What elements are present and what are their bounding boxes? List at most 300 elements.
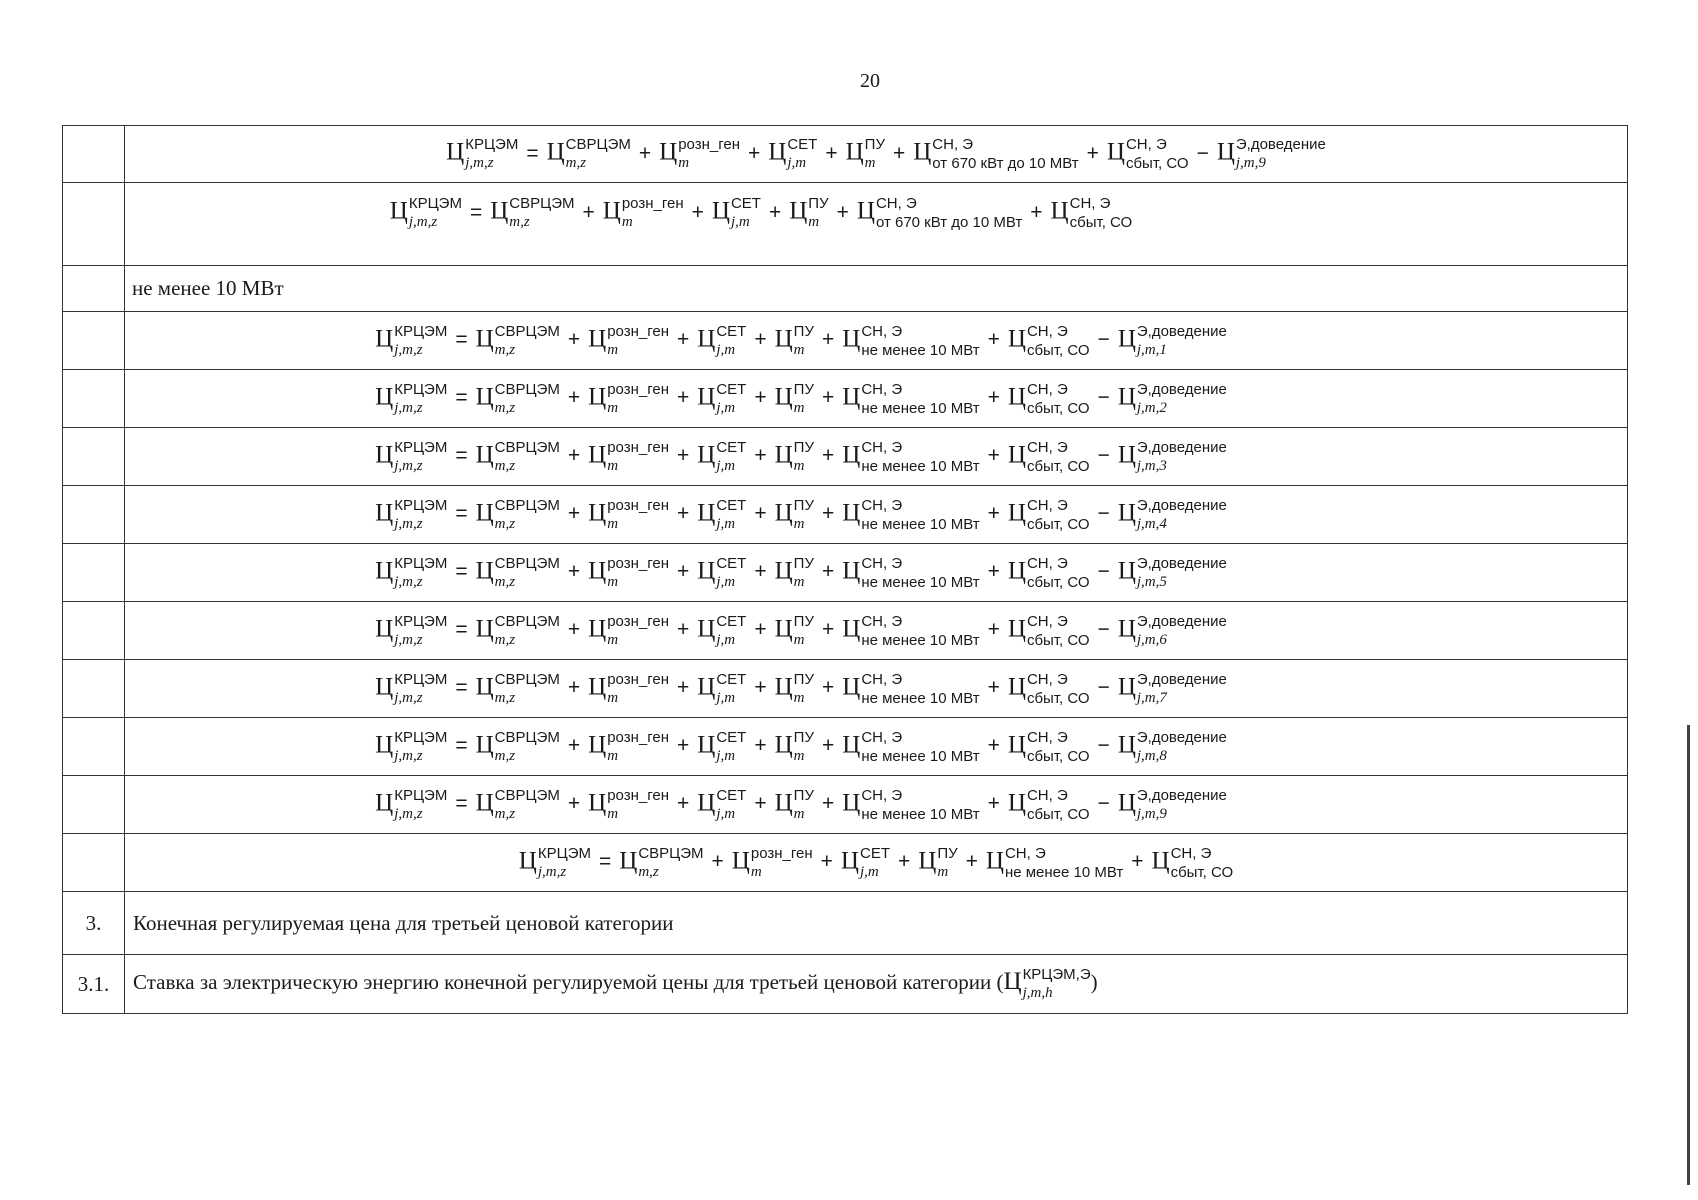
- symbol-sub: от 670 кВт до 10 МВт: [932, 155, 1079, 172]
- symbol-indices: [716, 556, 746, 590]
- symbol-base: Ц: [375, 383, 394, 411]
- symbol-indices: [409, 196, 462, 230]
- operator-eq: =: [455, 792, 468, 816]
- symbol-sub: m,z: [509, 214, 530, 230]
- number-cell: [63, 428, 125, 486]
- symbol-sup: СН, Э: [1026, 612, 1068, 630]
- table-row: [63, 834, 1628, 892]
- symbol-sub: m: [793, 457, 805, 474]
- operator-plus: +: [987, 676, 1000, 700]
- term-dovedenie: [1118, 730, 1227, 764]
- symbol-sup: ПУ: [937, 844, 958, 862]
- symbol-sup: ПУ: [808, 195, 829, 212]
- symbol-indices: [1171, 846, 1234, 880]
- symbol-sub: m: [793, 341, 805, 358]
- symbol-sup: Э,доведение: [1235, 136, 1326, 153]
- symbol-indices: [394, 730, 447, 764]
- formula-cell: [125, 370, 1628, 428]
- symbol-sup: ПУ: [793, 786, 814, 804]
- symbol-sub: не менее 10 МВт: [861, 399, 980, 417]
- symbol-sub: m: [607, 341, 619, 358]
- symbol-sub: m: [793, 399, 805, 416]
- symbol-sub: не менее 10 МВт: [861, 457, 980, 475]
- operator-plus: +: [567, 734, 581, 758]
- symbol-sup: розн_ген: [607, 554, 670, 572]
- symbol-sup: СН, Э: [861, 670, 903, 688]
- symbol-sup: СН, Э: [932, 136, 974, 153]
- symbol-indices: [1137, 614, 1227, 648]
- operator-minus: −: [1097, 560, 1110, 584]
- symbol-sup: СН, Э: [1026, 728, 1068, 746]
- symbol-sup: СН, Э: [861, 786, 903, 804]
- symbol-base: Ц: [697, 383, 716, 411]
- symbol-base: Ц: [1117, 557, 1136, 585]
- section-label-10mw: не менее 10 МВт: [132, 276, 284, 300]
- symbol-indices: [1023, 967, 1091, 1001]
- term-svrcem: [547, 137, 631, 171]
- operator-plus: +: [754, 676, 767, 700]
- term-rozn-gen: [588, 730, 669, 764]
- operator-plus: +: [754, 328, 767, 352]
- formula-10mw-base: [125, 846, 1627, 880]
- symbol-base: Ц: [375, 731, 394, 759]
- symbol-indices: [1137, 440, 1227, 474]
- symbol-sup: СВРЦЭМ: [494, 322, 560, 340]
- symbol-indices: [865, 137, 885, 171]
- term-dovedenie: [1118, 324, 1227, 358]
- symbol-sup: СН, Э: [861, 554, 903, 572]
- formula-cell: [125, 428, 1628, 486]
- term-sn-e: [986, 846, 1123, 880]
- symbol-sub: j,m: [716, 631, 736, 648]
- symbol-indices: [607, 672, 669, 706]
- symbol-sub: сбыт, СО: [1026, 689, 1090, 707]
- operator-eq: =: [526, 141, 539, 165]
- term-set: [841, 846, 890, 880]
- operator-plus: +: [567, 386, 581, 410]
- symbol-sub: m: [808, 214, 820, 230]
- symbol-sub: j,m: [716, 573, 736, 590]
- symbol-indices: [1137, 730, 1227, 764]
- symbol-base: Ц: [774, 441, 793, 469]
- symbol-sup: СВРЦЭМ: [509, 195, 575, 212]
- operator-plus: +: [677, 328, 690, 352]
- symbol-base: Ц: [840, 847, 859, 875]
- symbol-sub: m: [607, 457, 619, 474]
- symbol-sub: j,m,z: [394, 341, 423, 358]
- term-krcem: [375, 382, 447, 416]
- symbol-base: Ц: [375, 615, 394, 643]
- item-3-text: Конечная регулируемая цена для третьей ценовой категории: [133, 910, 674, 935]
- operator-eq: =: [455, 444, 468, 468]
- symbol-indices: [861, 324, 979, 358]
- symbol-indices: [607, 556, 669, 590]
- operator-eq: =: [455, 328, 468, 352]
- symbol-sup: СН, Э: [1026, 554, 1068, 572]
- formula-670-base: [125, 196, 1627, 252]
- symbol-base: Ц: [1007, 557, 1026, 585]
- symbol-indices: [495, 788, 560, 822]
- operator-eq: =: [455, 386, 468, 410]
- symbol-base: Ц: [1007, 615, 1026, 643]
- operator-plus: +: [1086, 141, 1099, 165]
- symbol-sub: сбыт, СО: [1026, 341, 1090, 359]
- symbol-indices: [860, 846, 890, 880]
- symbol-base: Ц: [774, 499, 793, 527]
- symbol-indices: [495, 440, 560, 474]
- symbol-sup: розн_ген: [750, 844, 813, 862]
- symbol-sub: m: [678, 155, 690, 171]
- symbol-sub: j,m: [716, 805, 736, 822]
- term-krcem: [446, 137, 518, 171]
- term-sbyt-so: [1008, 730, 1090, 764]
- symbol-base: Ц: [490, 197, 509, 225]
- formula-cell: [125, 312, 1628, 370]
- term-krcem: [375, 498, 447, 532]
- formula-10mw-dov: [125, 614, 1627, 648]
- symbol-base: Ц: [918, 847, 937, 875]
- symbol-sup: КРЦЭМ: [394, 380, 448, 398]
- symbol-base: Ц: [711, 197, 730, 225]
- symbol-sub: m,z: [494, 805, 516, 822]
- symbol-sub: j,m,z: [394, 747, 423, 764]
- table-row: [63, 312, 1628, 370]
- formula-10mw-dov: [125, 440, 1627, 474]
- symbol-sup: СВРЦЭМ: [494, 612, 560, 630]
- term-krcem: [375, 324, 447, 358]
- symbol-base: Ц: [1117, 615, 1136, 643]
- symbol-base: Ц: [588, 731, 607, 759]
- symbol-base: Ц: [475, 499, 494, 527]
- symbol-indices: [1137, 498, 1227, 532]
- symbol-indices: [1027, 498, 1090, 532]
- symbol-sup: КРЦЭМ: [394, 438, 448, 456]
- symbol-base: Ц: [774, 615, 793, 643]
- symbol-sup: Э,доведение: [1136, 496, 1227, 514]
- page-number: 20: [860, 70, 880, 92]
- scan-edge-mark: [1687, 725, 1690, 1185]
- item-3-1-close: ): [1090, 969, 1098, 994]
- symbol-sub: j,m,z: [394, 805, 423, 822]
- symbol-indices: [716, 788, 746, 822]
- symbol-base: Ц: [475, 673, 494, 701]
- operator-plus: +: [821, 792, 835, 816]
- symbol-base: Ц: [1117, 673, 1136, 701]
- symbol-base: Ц: [697, 615, 716, 643]
- operator-plus: +: [987, 560, 1000, 584]
- symbol-base: Ц: [659, 138, 678, 166]
- symbol-indices: [716, 498, 746, 532]
- term-sn-e: [842, 556, 979, 590]
- symbol-sub: m: [607, 805, 619, 822]
- symbol-indices: [1027, 556, 1090, 590]
- symbol-sup: СН, Э: [861, 438, 903, 456]
- symbol-sup: розн_ген: [607, 380, 670, 398]
- symbol-indices: [495, 672, 560, 706]
- symbol-sup: КРЦЭМ,Э: [1022, 966, 1091, 983]
- term-svrcem: [476, 556, 560, 590]
- term-rozn-gen: [588, 324, 669, 358]
- symbol-sup: СЕТ: [859, 844, 890, 862]
- operator-plus: +: [965, 850, 978, 874]
- term-dovedenie: [1118, 498, 1227, 532]
- symbol-sub: m: [607, 515, 619, 532]
- term-pu: [775, 730, 814, 764]
- term-set: [697, 498, 746, 532]
- term-pu: [775, 382, 814, 416]
- symbol-base: Ц: [697, 789, 716, 817]
- formula-670-dov: [125, 137, 1627, 171]
- symbol-sup: розн_ген: [678, 136, 740, 153]
- term-pu: [918, 846, 957, 880]
- table-row: [63, 266, 1628, 312]
- symbol-base: Ц: [856, 197, 875, 225]
- symbol-indices: [794, 672, 814, 706]
- symbol-sup: розн_ген: [607, 670, 670, 688]
- symbol-base: Ц: [475, 383, 494, 411]
- symbol-base: Ц: [1151, 847, 1170, 875]
- symbol-base: Ц: [588, 325, 607, 353]
- symbol-sup: СН, Э: [1026, 438, 1068, 456]
- symbol-base: Ц: [1003, 967, 1022, 995]
- symbol-indices: [394, 324, 447, 358]
- symbol-sup: Э,доведение: [1136, 322, 1227, 340]
- operator-plus: +: [821, 676, 835, 700]
- symbol-base: Ц: [1007, 731, 1026, 759]
- term-krcem: [375, 730, 447, 764]
- operator-plus: +: [754, 560, 767, 584]
- table-row: [63, 955, 1628, 1014]
- symbol-indices: [794, 556, 814, 590]
- symbol-base: Ц: [697, 731, 716, 759]
- term-dovedenie: [1118, 788, 1227, 822]
- term-sbyt-so: [1008, 440, 1090, 474]
- symbol-sub: m,z: [565, 155, 587, 171]
- operator-minus: −: [1097, 676, 1110, 700]
- symbol-sub: сбыт, СО: [1026, 399, 1090, 417]
- symbol-sup: КРЦЭМ: [394, 786, 448, 804]
- symbol-sub: m: [793, 747, 805, 764]
- symbol-indices: [1027, 788, 1090, 822]
- symbol-base: Ц: [697, 499, 716, 527]
- symbol-indices: [794, 440, 814, 474]
- term-pu: [775, 440, 814, 474]
- symbol-sup: Э,доведение: [1136, 554, 1227, 572]
- term-pu: [789, 196, 828, 230]
- symbol-sub: от 670 кВт до 10 МВт: [875, 214, 1023, 231]
- operator-eq: =: [455, 618, 468, 642]
- symbol-indices: [731, 196, 761, 230]
- symbol-indices: [1027, 730, 1090, 764]
- symbol-sub: m,z: [494, 457, 516, 474]
- symbol-base: Ц: [1117, 789, 1136, 817]
- operator-plus: +: [1131, 850, 1144, 874]
- symbol-sub: j,m: [716, 457, 736, 474]
- symbol-indices: [495, 382, 560, 416]
- symbol-indices: [861, 498, 979, 532]
- price-symbol-krcem-e: [1004, 967, 1091, 1001]
- symbol-base: Ц: [789, 197, 808, 225]
- symbol-sup: Э,доведение: [1136, 786, 1227, 804]
- symbol-indices: [861, 614, 979, 648]
- term-sbyt-so: [1008, 788, 1090, 822]
- symbol-base: Ц: [774, 789, 793, 817]
- symbol-base: Ц: [475, 441, 494, 469]
- symbol-sup: Э,доведение: [1136, 380, 1227, 398]
- symbol-base: Ц: [842, 383, 861, 411]
- formula-10mw-dov: [125, 382, 1627, 416]
- term-pu: [775, 672, 814, 706]
- symbol-base: Ц: [1007, 673, 1026, 701]
- symbol-indices: [394, 498, 447, 532]
- term-sn-e: [842, 382, 979, 416]
- symbol-sub: сбыт, СО: [1026, 457, 1090, 475]
- symbol-base: Ц: [588, 615, 607, 643]
- symbol-base: Ц: [1007, 441, 1026, 469]
- symbol-base: Ц: [1007, 789, 1026, 817]
- term-rozn-gen: [588, 498, 669, 532]
- operator-plus: +: [987, 792, 1000, 816]
- operator-plus: +: [677, 676, 690, 700]
- symbol-indices: [538, 846, 591, 880]
- symbol-sub: j,m,z: [408, 214, 438, 230]
- operator-plus: +: [821, 618, 835, 642]
- item-3-1-text: Ставка за электрическую энергию конечной регулируемой цены для третьей ценовой категории (: [133, 969, 1004, 994]
- symbol-indices: [678, 137, 740, 171]
- symbol-base: Ц: [375, 499, 394, 527]
- symbol-indices: [794, 498, 814, 532]
- symbol-sup: ПУ: [793, 728, 814, 746]
- formula-cell: [125, 660, 1628, 718]
- term-dovedenie: [1118, 672, 1227, 706]
- symbol-indices: [716, 440, 746, 474]
- symbol-base: Ц: [774, 383, 793, 411]
- term-set: [768, 137, 817, 171]
- symbol-sub: m: [793, 689, 805, 706]
- symbol-sup: СН, Э: [1125, 136, 1167, 153]
- symbol-sup: Э,доведение: [1136, 612, 1227, 630]
- symbol-sup: Э,доведение: [1136, 728, 1227, 746]
- symbol-indices: [495, 324, 560, 358]
- symbol-indices: [1137, 324, 1227, 358]
- symbol-indices: [394, 788, 447, 822]
- term-dovedenie: [1118, 440, 1227, 474]
- term-krcem: [519, 846, 591, 880]
- symbol-sub: m: [937, 863, 949, 880]
- symbol-sup: розн_ген: [607, 728, 670, 746]
- term-sbyt-so: [1008, 672, 1090, 706]
- symbol-sup: СЕТ: [716, 554, 747, 572]
- symbol-sup: СЕТ: [716, 496, 747, 514]
- symbol-base: Ц: [375, 441, 394, 469]
- operator-eq: =: [455, 560, 468, 584]
- term-sn-e: [842, 788, 979, 822]
- symbol-indices: [716, 614, 746, 648]
- symbol-base: Ц: [475, 615, 494, 643]
- symbol-indices: [607, 730, 669, 764]
- operator-eq: =: [455, 502, 468, 526]
- symbol-base: Ц: [588, 673, 607, 701]
- symbol-sub: j,m,4: [1136, 515, 1167, 532]
- symbol-sub: j,m,6: [1136, 631, 1167, 648]
- number-cell: [63, 544, 125, 602]
- operator-plus: +: [754, 792, 767, 816]
- term-set: [697, 556, 746, 590]
- term-rozn-gen: [588, 672, 669, 706]
- symbol-sup: СН, Э: [1004, 844, 1046, 862]
- symbol-sup: СН, Э: [1026, 322, 1068, 340]
- symbol-sub: m: [607, 689, 619, 706]
- symbol-indices: [932, 137, 1078, 171]
- symbol-indices: [495, 730, 560, 764]
- symbol-sub: j,m: [716, 399, 736, 416]
- term-sbyt-so: [1152, 846, 1234, 880]
- symbol-indices: [751, 846, 813, 880]
- symbol-sub: m,z: [494, 631, 516, 648]
- symbol-base: Ц: [842, 673, 861, 701]
- term-dovedenie: [1118, 556, 1227, 590]
- symbol-sub: m: [750, 863, 762, 880]
- number-cell: [63, 183, 125, 266]
- symbol-indices: [607, 324, 669, 358]
- symbol-base: Ц: [1106, 138, 1125, 166]
- symbol-sup: КРЦЭМ: [465, 136, 519, 153]
- symbol-sup: СН, Э: [861, 496, 903, 514]
- symbol-sup: КРЦЭМ: [394, 728, 448, 746]
- table-row: [63, 660, 1628, 718]
- operator-minus: −: [1097, 386, 1110, 410]
- symbol-sub: m: [793, 631, 805, 648]
- symbol-sup: СВРЦЭМ: [494, 670, 560, 688]
- term-rozn-gen: [588, 556, 669, 590]
- symbol-sub: m,z: [494, 399, 516, 416]
- symbol-sub: m: [864, 155, 876, 171]
- symbol-sup: СН, Э: [861, 728, 903, 746]
- formula-cell: [125, 486, 1628, 544]
- operator-plus: +: [825, 141, 838, 165]
- symbol-indices: [1137, 672, 1227, 706]
- symbol-base: Ц: [774, 731, 793, 759]
- operator-plus: +: [821, 328, 835, 352]
- operator-plus: +: [748, 141, 761, 165]
- table-row: [63, 892, 1628, 955]
- symbol-sup: СН, Э: [1026, 496, 1068, 514]
- symbol-sub: сбыт, СО: [1069, 214, 1133, 231]
- symbol-sub: j,m,z: [394, 689, 423, 706]
- operator-plus: +: [987, 734, 1000, 758]
- symbol-indices: [861, 672, 979, 706]
- term-sbyt-so: [1008, 498, 1090, 532]
- symbol-sup: КРЦЭМ: [537, 844, 591, 862]
- symbol-indices: [1027, 614, 1090, 648]
- operator-plus: +: [711, 850, 724, 874]
- symbol-sub: j,m,h: [1022, 985, 1053, 1001]
- operator-plus: +: [677, 502, 690, 526]
- symbol-base: Ц: [697, 325, 716, 353]
- symbol-sup: СВРЦЭМ: [494, 728, 560, 746]
- symbol-base: Ц: [588, 499, 607, 527]
- symbol-sub: j,m,z: [394, 457, 423, 474]
- symbol-indices: [794, 324, 814, 358]
- symbol-base: Ц: [768, 138, 787, 166]
- symbol-indices: [622, 196, 684, 230]
- symbol-indices: [638, 846, 703, 880]
- term-dovedenie: [1118, 614, 1227, 648]
- term-set: [697, 382, 746, 416]
- symbol-sub: m,z: [638, 863, 659, 880]
- symbol-sup: СЕТ: [716, 322, 747, 340]
- term-pu: [775, 788, 814, 822]
